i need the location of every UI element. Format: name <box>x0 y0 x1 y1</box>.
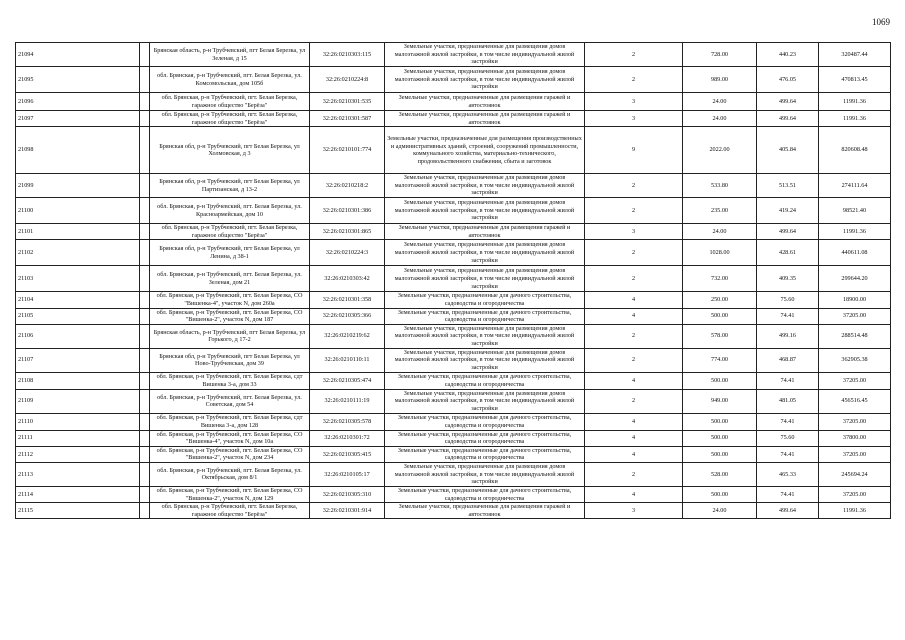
row-number: 21109 <box>16 389 140 413</box>
spacer-cell <box>140 266 150 292</box>
category-cell: 4 <box>585 308 683 324</box>
land-use-cell: Земельные участки, предназначенные для размещения домов малоэтажной жилой застройки, в том числе индивидуальной жилой застройки <box>385 67 585 93</box>
unit-value-cell: 409.35 <box>757 266 819 292</box>
area-cell: 250.00 <box>683 292 757 308</box>
area-cell: 1028.00 <box>683 240 757 266</box>
unit-value-cell: 499.64 <box>757 93 819 111</box>
category-cell: 2 <box>585 266 683 292</box>
unit-value-cell: 74.41 <box>757 372 819 389</box>
area-cell: 2022.00 <box>683 127 757 174</box>
unit-value-cell: 428.61 <box>757 240 819 266</box>
cadastral-number-cell: 32:26:0210301:535 <box>310 93 385 111</box>
table-row <box>16 292 891 308</box>
table-row <box>16 198 891 224</box>
spacer-cell <box>140 372 150 389</box>
category-cell: 4 <box>585 430 683 446</box>
land-use-cell: Земельные участки, предназначенные для размещения домов малоэтажной жилой застройки, в том числе индивидуальной жилой застройки <box>385 389 585 413</box>
cadastral-number-cell: 32:26:0210224:8 <box>310 67 385 93</box>
total-value-cell: 98521.40 <box>819 198 891 224</box>
address-cell: обл. Брянская, р-н Трубчевский, пгт. Белая Березка, ул. Красноармейская, дом 10 <box>150 198 310 224</box>
table-row <box>16 93 891 111</box>
land-use-cell: Земельные участки, предназначенные для размещения домов малоэтажной жилой застройки, в том числе индивидуальной жилой застройки <box>385 348 585 372</box>
land-use-cell: Земельные участки, предназначенные для дачного строительства, садоводства и огородничества <box>385 413 585 430</box>
category-cell: 2 <box>585 240 683 266</box>
land-use-cell: Земельные участки, предназначенные для размещения гаражей и автостоянок <box>385 503 585 519</box>
category-cell: 2 <box>585 462 683 486</box>
total-value-cell: 11991.36 <box>819 111 891 127</box>
table-row <box>16 308 891 324</box>
row-number: 21110 <box>16 413 140 430</box>
cadastral-number-cell: 32:26:0210224:3 <box>310 240 385 266</box>
total-value-cell: 299644.20 <box>819 266 891 292</box>
total-value-cell: 37205.00 <box>819 372 891 389</box>
spacer-cell <box>140 413 150 430</box>
table-row <box>16 266 891 292</box>
cadastral-number-cell: 32:26:0210301:914 <box>310 503 385 519</box>
row-number: 21094 <box>16 43 140 67</box>
category-cell: 4 <box>585 372 683 389</box>
cadastral-number-cell: 32:26:0210305:415 <box>310 446 385 462</box>
row-number: 21105 <box>16 308 140 324</box>
category-cell: 4 <box>585 413 683 430</box>
total-value-cell: 440611.08 <box>819 240 891 266</box>
spacer-cell <box>140 486 150 502</box>
address-cell: Брянская обл, р-н Трубчевский, пгт Белая Березка, ул Партизанская, д 13-2 <box>150 174 310 198</box>
row-number: 21107 <box>16 348 140 372</box>
area-cell: 500.00 <box>683 430 757 446</box>
spacer-cell <box>140 240 150 266</box>
area-cell: 500.00 <box>683 308 757 324</box>
unit-value-cell: 499.64 <box>757 224 819 240</box>
unit-value-cell: 405.84 <box>757 127 819 174</box>
category-cell: 4 <box>585 292 683 308</box>
address-cell: обл. Брянская, р-н Трубчевский, пгт. Белая Березка, ул. Советская, дом 54 <box>150 389 310 413</box>
cadastral-value-table <box>15 42 891 519</box>
land-use-cell: Земельные участки, предназначенные для размещения гаражей и автостоянок <box>385 111 585 127</box>
address-cell: обл. Брянская, р-н Трубчевский, пгт. Белая Березка, гаражное общество "Берёза" <box>150 503 310 519</box>
cadastral-number-cell: 32:26:0210305:310 <box>310 486 385 502</box>
spacer-cell <box>140 127 150 174</box>
category-cell: 9 <box>585 127 683 174</box>
area-cell: 500.00 <box>683 372 757 389</box>
address-cell: обл. Брянская, р-н Трубчевский, пгт. Белая Березка, ул. Комсомольская, дом 105б <box>150 67 310 93</box>
address-cell: Брянская обл, р-н Трубчевский, пгт Белая Березка, ул Ленина, д 38-1 <box>150 240 310 266</box>
table-row <box>16 240 891 266</box>
area-cell: 949.00 <box>683 389 757 413</box>
total-value-cell: 37205.00 <box>819 308 891 324</box>
land-use-cell: Земельные участки, предназначенные для размещения домов малоэтажной жилой застройки, в том числе индивидуальной жилой застройки <box>385 43 585 67</box>
cadastral-number-cell: 32:26:0210303:42 <box>310 266 385 292</box>
land-use-cell: Земельные участки, предназначенные для размещения гаражей и автостоянок <box>385 93 585 111</box>
land-use-cell: Земельные участки, предназначенные для размещения домов малоэтажной жилой застройки, в том числе индивидуальной жилой застройки <box>385 462 585 486</box>
total-value-cell: 288514.48 <box>819 324 891 348</box>
row-number: 21098 <box>16 127 140 174</box>
area-cell: 578.00 <box>683 324 757 348</box>
table-row <box>16 174 891 198</box>
cadastral-number-cell: 32:26:0210110:11 <box>310 348 385 372</box>
unit-value-cell: 74.41 <box>757 446 819 462</box>
address-cell: Брянская область, р-н Трубчевский, пгт Белая Березка, ул Горького, д 17-2 <box>150 324 310 348</box>
total-value-cell: 37205.00 <box>819 486 891 502</box>
area-cell: 24.00 <box>683 93 757 111</box>
area-cell: 235.00 <box>683 198 757 224</box>
unit-value-cell: 75.60 <box>757 292 819 308</box>
total-value-cell: 18900.00 <box>819 292 891 308</box>
spacer-cell <box>140 67 150 93</box>
land-use-cell: Земельные участки, предназначенные для размещения домов малоэтажной жилой застройки, в том числе индивидуальной жилой застройки <box>385 174 585 198</box>
unit-value-cell: 419.24 <box>757 198 819 224</box>
table-row <box>16 430 891 446</box>
address-cell: Брянская обл, р-н Трубчевский, пгт Белая Березка, ул Ново-Трубчевская, дом 39 <box>150 348 310 372</box>
area-cell: 500.00 <box>683 446 757 462</box>
unit-value-cell: 499.64 <box>757 503 819 519</box>
spacer-cell <box>140 348 150 372</box>
category-cell: 3 <box>585 93 683 111</box>
row-number: 21108 <box>16 372 140 389</box>
table-row <box>16 111 891 127</box>
table-row <box>16 324 891 348</box>
total-value-cell: 37800.00 <box>819 430 891 446</box>
address-cell: обл. Брянская, р-н Трубчевский, пгт. Белая Березка, ул. Октябрьская, дом 8/1 <box>150 462 310 486</box>
row-number: 21097 <box>16 111 140 127</box>
cadastral-number-cell: 32:26:0210219:62 <box>310 324 385 348</box>
spacer-cell <box>140 389 150 413</box>
address-cell: обл. Брянская, р-н Трубчевский, пгт. Белая Березка, гаражное общество "Берёза" <box>150 93 310 111</box>
table-row <box>16 127 891 174</box>
category-cell: 3 <box>585 224 683 240</box>
table-row <box>16 348 891 372</box>
address-cell: обл. Брянская, р-н Трубчевский, пгт. Белая Березка, сдт Вишенка 3-а, дом 128 <box>150 413 310 430</box>
row-number: 21100 <box>16 198 140 224</box>
area-cell: 989.00 <box>683 67 757 93</box>
spacer-cell <box>140 324 150 348</box>
total-value-cell: 362905.38 <box>819 348 891 372</box>
cadastral-number-cell: 32:26:0210305:474 <box>310 372 385 389</box>
cadastral-number-cell: 32:26:0210301:865 <box>310 224 385 240</box>
cadastral-number-cell: 32:26:0210301:386 <box>310 198 385 224</box>
unit-value-cell: 74.41 <box>757 413 819 430</box>
address-cell: обл. Брянская, р-н Трубчевский, пгт. Белая Березка, сдт Вишенка 3-а, дом 33 <box>150 372 310 389</box>
table-row <box>16 389 891 413</box>
unit-value-cell: 499.64 <box>757 111 819 127</box>
address-cell: Брянская обл, р-н Трубчевский, пгт Белая Березка, ул Холмовская, д 3 <box>150 127 310 174</box>
area-cell: 732.00 <box>683 266 757 292</box>
address-cell: Брянская область, р-н Трубчевский, пгт Белая Березка, ул Зеленая, д 15 <box>150 43 310 67</box>
unit-value-cell: 440.23 <box>757 43 819 67</box>
unit-value-cell: 481.05 <box>757 389 819 413</box>
row-number: 21095 <box>16 67 140 93</box>
table-row <box>16 446 891 462</box>
total-value-cell: 37205.00 <box>819 413 891 430</box>
cadastral-number-cell: 32:26:0210111:19 <box>310 389 385 413</box>
table-row <box>16 413 891 430</box>
spacer-cell <box>140 198 150 224</box>
spacer-cell <box>140 224 150 240</box>
cadastral-number-cell: 32:26:0210305:578 <box>310 413 385 430</box>
unit-value-cell: 465.33 <box>757 462 819 486</box>
table-row <box>16 462 891 486</box>
spacer-cell <box>140 111 150 127</box>
area-cell: 774.00 <box>683 348 757 372</box>
category-cell: 2 <box>585 198 683 224</box>
spacer-cell <box>140 174 150 198</box>
unit-value-cell: 75.60 <box>757 430 819 446</box>
total-value-cell: 470813.45 <box>819 67 891 93</box>
land-use-cell: Земельные участки, предназначенные для дачного строительства, садоводства и огородничества <box>385 292 585 308</box>
address-cell: обл. Брянская, р-н Трубчевский, пгт. Белая Березка, СО "Вишенка-2", участок N, дом 129 <box>150 486 310 502</box>
address-cell: обл. Брянская, р-н Трубчевский, пгт. Белая Березка, гаражное общество "Берёза" <box>150 111 310 127</box>
land-use-cell: Земельные участки, предназначенные для дачного строительства, садоводства и огородничества <box>385 430 585 446</box>
address-cell: обл. Брянская, р-н Трубчевский, пгт. Белая Березка, СО "Вишенка-2", участок N, дом 234 <box>150 446 310 462</box>
total-value-cell: 245694.24 <box>819 462 891 486</box>
row-number: 21096 <box>16 93 140 111</box>
spacer-cell <box>140 93 150 111</box>
row-number: 21115 <box>16 503 140 519</box>
unit-value-cell: 499.16 <box>757 324 819 348</box>
unit-value-cell: 468.87 <box>757 348 819 372</box>
area-cell: 24.00 <box>683 224 757 240</box>
cadastral-number-cell: 32:26:0210301:587 <box>310 111 385 127</box>
land-use-cell: Земельные участки, предназначенные для размещения домов малоэтажной жилой застройки, в том числе индивидуальной жилой застройки <box>385 324 585 348</box>
category-cell: 3 <box>585 503 683 519</box>
land-use-cell: Земельные участки, предназначенные для размещения домов малоэтажной жилой застройки, в том числе индивидуальной жилой застройки <box>385 198 585 224</box>
total-value-cell: 820608.48 <box>819 127 891 174</box>
cadastral-number-cell: 32:26:0210101:774 <box>310 127 385 174</box>
table-row <box>16 503 891 519</box>
area-cell: 24.00 <box>683 503 757 519</box>
area-cell: 500.00 <box>683 413 757 430</box>
spacer-cell <box>140 503 150 519</box>
row-number: 21102 <box>16 240 140 266</box>
unit-value-cell: 74.41 <box>757 308 819 324</box>
area-cell: 728.00 <box>683 43 757 67</box>
cadastral-number-cell: 32:26:0210218:2 <box>310 174 385 198</box>
total-value-cell: 274111.64 <box>819 174 891 198</box>
area-cell: 500.00 <box>683 486 757 502</box>
cadastral-number-cell: 32:26:0210301:358 <box>310 292 385 308</box>
category-cell: 2 <box>585 67 683 93</box>
land-use-cell: Земельные участки, предназначенные для дачного строительства, садоводства и огородничества <box>385 372 585 389</box>
spacer-cell <box>140 308 150 324</box>
land-use-cell: Земельные участки, предназначенные для дачного строительства, садоводства и огородничества <box>385 446 585 462</box>
spacer-cell <box>140 43 150 67</box>
row-number: 21114 <box>16 486 140 502</box>
page-number: 1069 <box>872 17 890 27</box>
total-value-cell: 11991.36 <box>819 93 891 111</box>
land-use-cell: Земельные участки, предназначенные для размещения гаражей и автостоянок <box>385 224 585 240</box>
area-cell: 533.80 <box>683 174 757 198</box>
table-row <box>16 372 891 389</box>
unit-value-cell: 476.05 <box>757 67 819 93</box>
area-cell: 24.00 <box>683 111 757 127</box>
category-cell: 2 <box>585 389 683 413</box>
table-row <box>16 486 891 502</box>
row-number: 21099 <box>16 174 140 198</box>
cadastral-number-cell: 32:26:0210305:366 <box>310 308 385 324</box>
spacer-cell <box>140 446 150 462</box>
total-value-cell: 320487.44 <box>819 43 891 67</box>
total-value-cell: 11991.36 <box>819 224 891 240</box>
category-cell: 2 <box>585 324 683 348</box>
row-number: 21103 <box>16 266 140 292</box>
spacer-cell <box>140 430 150 446</box>
category-cell: 2 <box>585 174 683 198</box>
row-number: 21101 <box>16 224 140 240</box>
cadastral-number-cell: 32:26:0210303:115 <box>310 43 385 67</box>
row-number: 21106 <box>16 324 140 348</box>
cadastral-number-cell: 32:26:0210301:72 <box>310 430 385 446</box>
unit-value-cell: 513.51 <box>757 174 819 198</box>
address-cell: обл. Брянская, р-н Трубчевский, пгт. Белая Березка, СО "Вишенка-2", участок N, дом 187 <box>150 308 310 324</box>
address-cell: обл. Брянская, р-н Трубчевский, пгт. Белая Березка, гаражное общество "Берёза" <box>150 224 310 240</box>
row-number: 21111 <box>16 430 140 446</box>
total-value-cell: 11991.36 <box>819 503 891 519</box>
category-cell: 4 <box>585 446 683 462</box>
spacer-cell <box>140 462 150 486</box>
total-value-cell: 456516.45 <box>819 389 891 413</box>
address-cell: обл. Брянская, р-н Трубчевский, пгт. Белая Березка, СО "Вишенка-4", участок N, дом 10а <box>150 430 310 446</box>
land-use-cell: Земельные участки, предназначенные для размещения домов малоэтажной жилой застройки, в том числе индивидуальной жилой застройки <box>385 266 585 292</box>
row-number: 21104 <box>16 292 140 308</box>
land-use-cell: Земельные участки, предназначенные для дачного строительства, садоводства и огородничества <box>385 308 585 324</box>
row-number: 21113 <box>16 462 140 486</box>
area-cell: 528.00 <box>683 462 757 486</box>
land-use-cell: Земельные участки, предназначенные для дачного строительства, садоводства и огородничества <box>385 486 585 502</box>
table-row <box>16 43 891 67</box>
address-cell: обл. Брянская, р-н Трубчевский, пгт. Белая Березка, ул. Зеленая, дом 21 <box>150 266 310 292</box>
land-use-cell: Земельные участки, предназначенные для размещения производственных и административных зданий, строений, сооружений промышленности, коммунального хозяйства, материально-технического, продовольственного снабжения, сбыта и заготовок <box>385 127 585 174</box>
table-row <box>16 224 891 240</box>
land-use-cell: Земельные участки, предназначенные для размещения домов малоэтажной жилой застройки, в том числе индивидуальной жилой застройки <box>385 240 585 266</box>
category-cell: 4 <box>585 486 683 502</box>
table-row <box>16 67 891 93</box>
cadastral-number-cell: 32:26:0210105:17 <box>310 462 385 486</box>
spacer-cell <box>140 292 150 308</box>
row-number: 21112 <box>16 446 140 462</box>
category-cell: 2 <box>585 348 683 372</box>
category-cell: 3 <box>585 111 683 127</box>
address-cell: обл. Брянская, р-н Трубчевский, пгт. Белая Березка, СО "Вишенка-4", участок N, дом 260а <box>150 292 310 308</box>
total-value-cell: 37205.00 <box>819 446 891 462</box>
category-cell: 2 <box>585 43 683 67</box>
unit-value-cell: 74.41 <box>757 486 819 502</box>
